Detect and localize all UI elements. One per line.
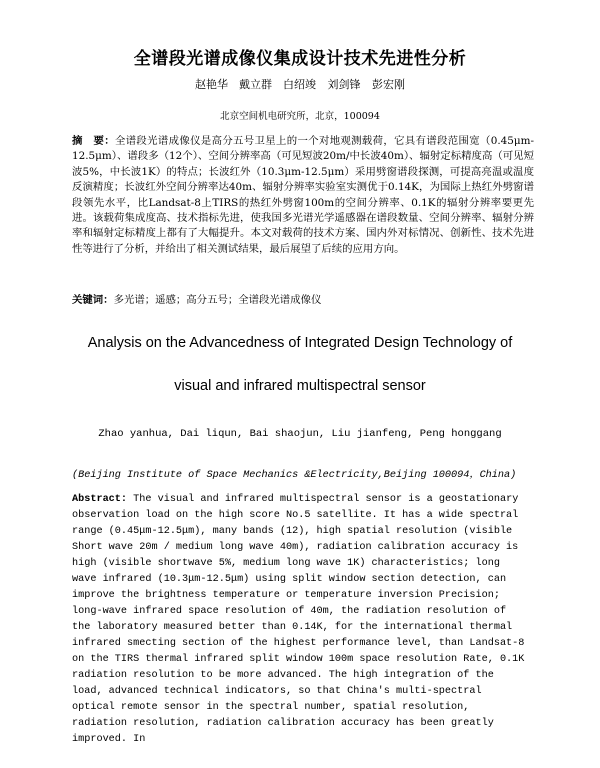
chinese-abstract-label: 摘 要： (72, 135, 115, 147)
english-affiliation: (Beijing Institute of Space Mechanics &Electricity,Beijing 100094，China) (72, 470, 517, 481)
english-authors: Zhao yanhua, Dai liqun, Bai shaojun, Liu jianfeng, Peng honggang (98, 428, 502, 440)
chinese-keywords (72, 293, 534, 308)
english-abstract-text: The visual and infrared multispectral sensor is a geostationary observation load on the high score No.5 satellite. It has a wide spectral range (0.45μm-12.5μm), many bands (12), high spatial resolution (visible Short wave 20m / medium long wave 40m), radiation calibration accuracy is high (visible shortwave 5%, medium long wave 1K) characteristics; long wave infrared (10.3μm-12.5μm) using split window section detection, can improve the brightness temperature or temperature inversion Precision; long-wave infrared space resolution of 40m, the radiation resolution of the laboratory measured better than 0.14K, for the international thermal infrared smecting section of the highest performance level, than Landsat-8 on the TIRS thermal infrared split window 100m space resolution Rate, 0.1K radiation resolution to be more advanced. The high integration of the load, advanced technical indicators, so that China's multi-spectral optical remote sensor in the spectral number, spatial resolution, radiation resolution, radiation calibration accuracy has been greatly improved. In (72, 494, 525, 745)
english-title (0, 328, 600, 402)
chinese-affiliation: 北京空间机电研究所，北京，100094 (220, 111, 380, 122)
english-title-line-1: Analysis on the Advancedness of Integrated Design Technology of (87, 335, 513, 351)
chinese-abstract (72, 134, 534, 257)
chinese-keywords-text: 多光谱；遥感；高分五号；全谱段光谱成像仪 (113, 294, 322, 306)
chinese-abstract-text: 全谱段光谱成像仪是高分五号卫星上的一个对地观测载荷，它具有谱段范围宽（0.45μm-12.5μm）、谱段多（12个）、空间分辨率高（可见短波20m/中长波40m）、辐射定标精度高（可见短波5%，中长波1K）的特点；长波红外（10.3μm-12.5μm）采用劈窗谱段探测，可提高亮温或温度反演精度；长波红外空间分辨率达40m、辐射分辨率实验室实测优于0.14K，为国际上热红外劈窗谱段领先水平，比Landsat-8上TIRS的热红外劈窗100m的空间分辨率、0.1K的辐射分辨率要更先进。该载荷集成度高、技术指标先进，使我国多光谱光学遥感器在谱段数量、空间分辨率、辐射分辨率和辐射定标精度上都有了大幅提升。本文对载荷的技术方案、国内外对标情况、创新性、技术先进性等进行了分析，并给出了相关测试结果，最后展望了后续的应用方向。 (72, 135, 535, 255)
chinese-keywords-label: 关键词： (72, 294, 114, 306)
chinese-authors: 赵艳华 戴立群 白绍竣 刘剑锋 彭宏刚 (195, 78, 405, 91)
chinese-title: 全谱段光谱成像仪集成设计技术先进性分析 (133, 49, 467, 69)
english-abstract-label: Abstract: (72, 494, 128, 505)
english-abstract (72, 492, 528, 748)
english-title-line-2: visual and infrared multispectral sensor (174, 378, 426, 394)
